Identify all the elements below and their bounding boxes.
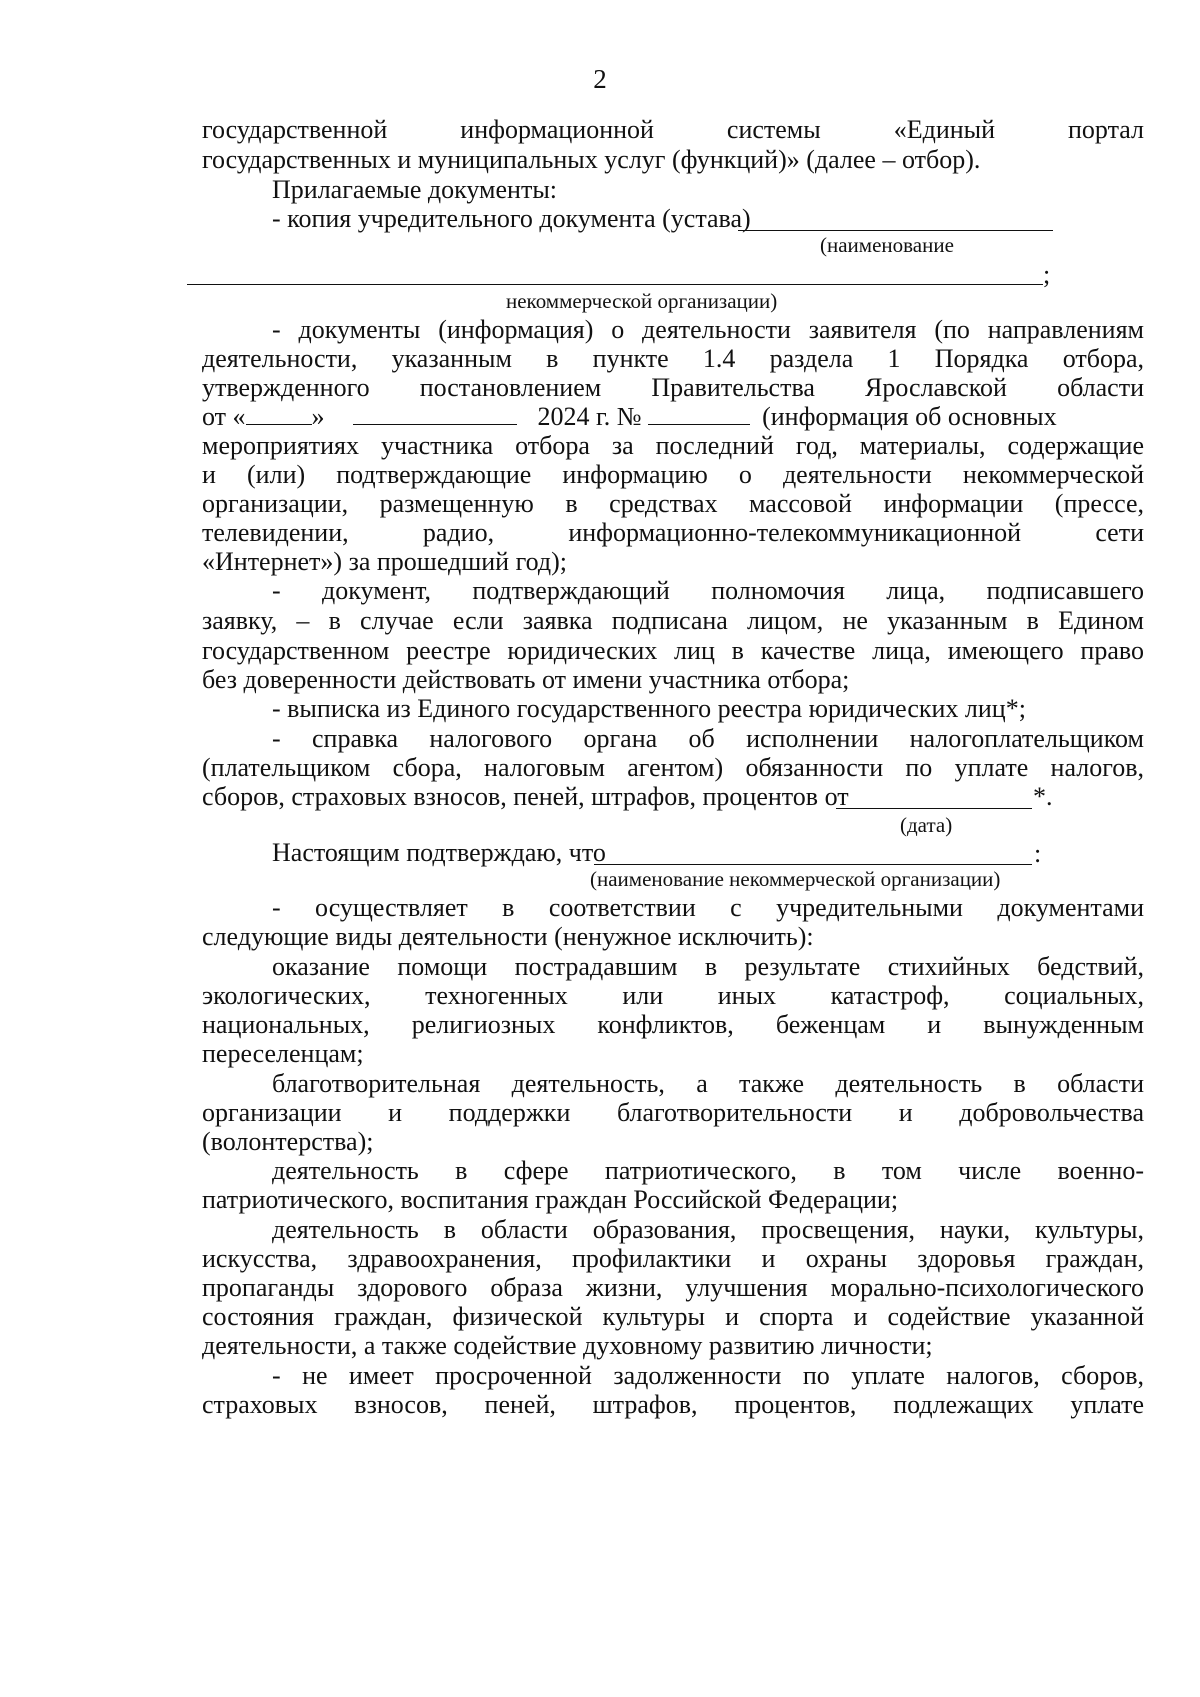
text-line: и (или) подтверждающие информацию о деятельности некоммерческой xyxy=(202,460,1144,489)
text-line: (плательщиком сбора, налоговым агентом) обязанности по уплате налогов, xyxy=(202,753,1144,782)
text-line: благотворительная деятельность, а также деятельность в области xyxy=(272,1069,1144,1098)
asterisk-period: *. xyxy=(1033,782,1053,811)
text-line: мероприятиях участника отбора за последний год, материалы, содержащие xyxy=(202,431,1144,460)
text-line: следующие виды деятельности (ненужное исключить): xyxy=(202,922,814,951)
field-hint-org-name: (наименование некоммерческой организации) xyxy=(590,867,1001,891)
field-hint-name: (наименование xyxy=(820,233,954,257)
field-hint-nko: некоммерческой организации) xyxy=(506,289,778,313)
blank-field-date xyxy=(836,808,1032,809)
blank-field-nko-name xyxy=(187,284,1043,285)
text-line: сборов, страховых взносов, пеней, штрафов, процентов от xyxy=(202,782,849,811)
text-line: - копия учредительного документа (устава) xyxy=(272,204,751,233)
text-line: государственной информационной системы «Единый портал xyxy=(202,115,1144,144)
text-line: - документ, подтверждающий полномочия лица, подписавшего xyxy=(272,576,1144,605)
text-line: государственном реестре юридических лиц в качестве лица, имеющего право xyxy=(202,636,1144,665)
text-line: организации и поддержки благотворительности и добровольчества xyxy=(202,1098,1144,1127)
date-suffix: (информация об основных xyxy=(762,402,1057,431)
text-line: (волонтерства); xyxy=(202,1127,374,1156)
text-line: переселенцам; xyxy=(202,1039,364,1068)
text-line: оказание помощи пострадавшим в результате стихийных бедствий, xyxy=(272,952,1144,981)
date-year: 2024 г. № xyxy=(537,402,642,431)
date-prefix: от « xyxy=(202,402,246,431)
blank-month xyxy=(353,402,517,425)
text-line: Прилагаемые документы: xyxy=(272,175,558,204)
text-line: телевидении, радио, информационно-телекоммуникационной сети xyxy=(202,518,1144,547)
text-line: - осуществляет в соответствии с учредительными документами xyxy=(272,893,1144,922)
blank-day xyxy=(246,402,312,425)
blank-field-org-name xyxy=(594,864,1032,865)
text-line: организации, размещенную в средствах массовой информации (прессе, xyxy=(202,489,1144,518)
text-line: Настоящим подтверждаю, что xyxy=(272,838,606,867)
text-line: - документы (информация) о деятельности заявителя (по направлениям xyxy=(272,315,1144,344)
text-line: - выписка из Единого государственного реестра юридических лиц*; xyxy=(272,694,1026,723)
text-line: страховых взносов, пеней, штрафов, процентов, подлежащих уплате xyxy=(202,1390,1144,1419)
text-line: деятельности, а также содействие духовному развитию личности; xyxy=(202,1331,933,1360)
text-line: «Интернет») за прошедший год); xyxy=(202,547,567,576)
field-hint-date: (дата) xyxy=(900,813,953,837)
text-line: деятельность в области образования, просвещения, науки, культуры, xyxy=(272,1215,1144,1244)
text-line: состояния граждан, физической культуры и спорта и содействие указанной xyxy=(202,1302,1144,1331)
text-line: - не имеет просроченной задолженности по уплате налогов, сборов, xyxy=(272,1361,1144,1390)
colon: : xyxy=(1034,839,1042,868)
text-line: без доверенности действовать от имени участника отбора; xyxy=(202,665,850,694)
text-line: искусства, здравоохранения, профилактики и охраны здоровья граждан, xyxy=(202,1244,1144,1273)
text-line: патриотического, воспитания граждан Российской Федерации; xyxy=(202,1185,899,1214)
text-line: национальных, религиозных конфликтов, беженцам и вынужденным xyxy=(202,1010,1144,1039)
page-number: 2 xyxy=(593,64,607,94)
date-quote: » xyxy=(311,402,325,431)
blank-field-charter-name xyxy=(738,230,1053,231)
text-line: деятельность в сфере патриотического, в том числе военно- xyxy=(272,1156,1144,1185)
text-line: государственных и муниципальных услуг (функций)» (далее – отбор). xyxy=(202,145,981,174)
text-line: утвержденного постановлением Правительства Ярославской области xyxy=(202,373,1144,402)
text-line: деятельности, указанным в пункте 1.4 раздела 1 Порядка отбора, xyxy=(202,344,1144,373)
text-line: пропаганды здорового образа жизни, улучшения морально-психологического xyxy=(202,1273,1144,1302)
text-line-date xyxy=(202,402,1144,432)
semicolon: ; xyxy=(1043,260,1051,289)
blank-number xyxy=(648,402,750,425)
text-line: заявку, – в случае если заявка подписана лицом, не указанным в Едином xyxy=(202,606,1144,635)
text-line: экологических, техногенных или иных катастроф, социальных, xyxy=(202,981,1144,1010)
text-line: - справка налогового органа об исполнении налогоплательщиком xyxy=(272,724,1144,753)
